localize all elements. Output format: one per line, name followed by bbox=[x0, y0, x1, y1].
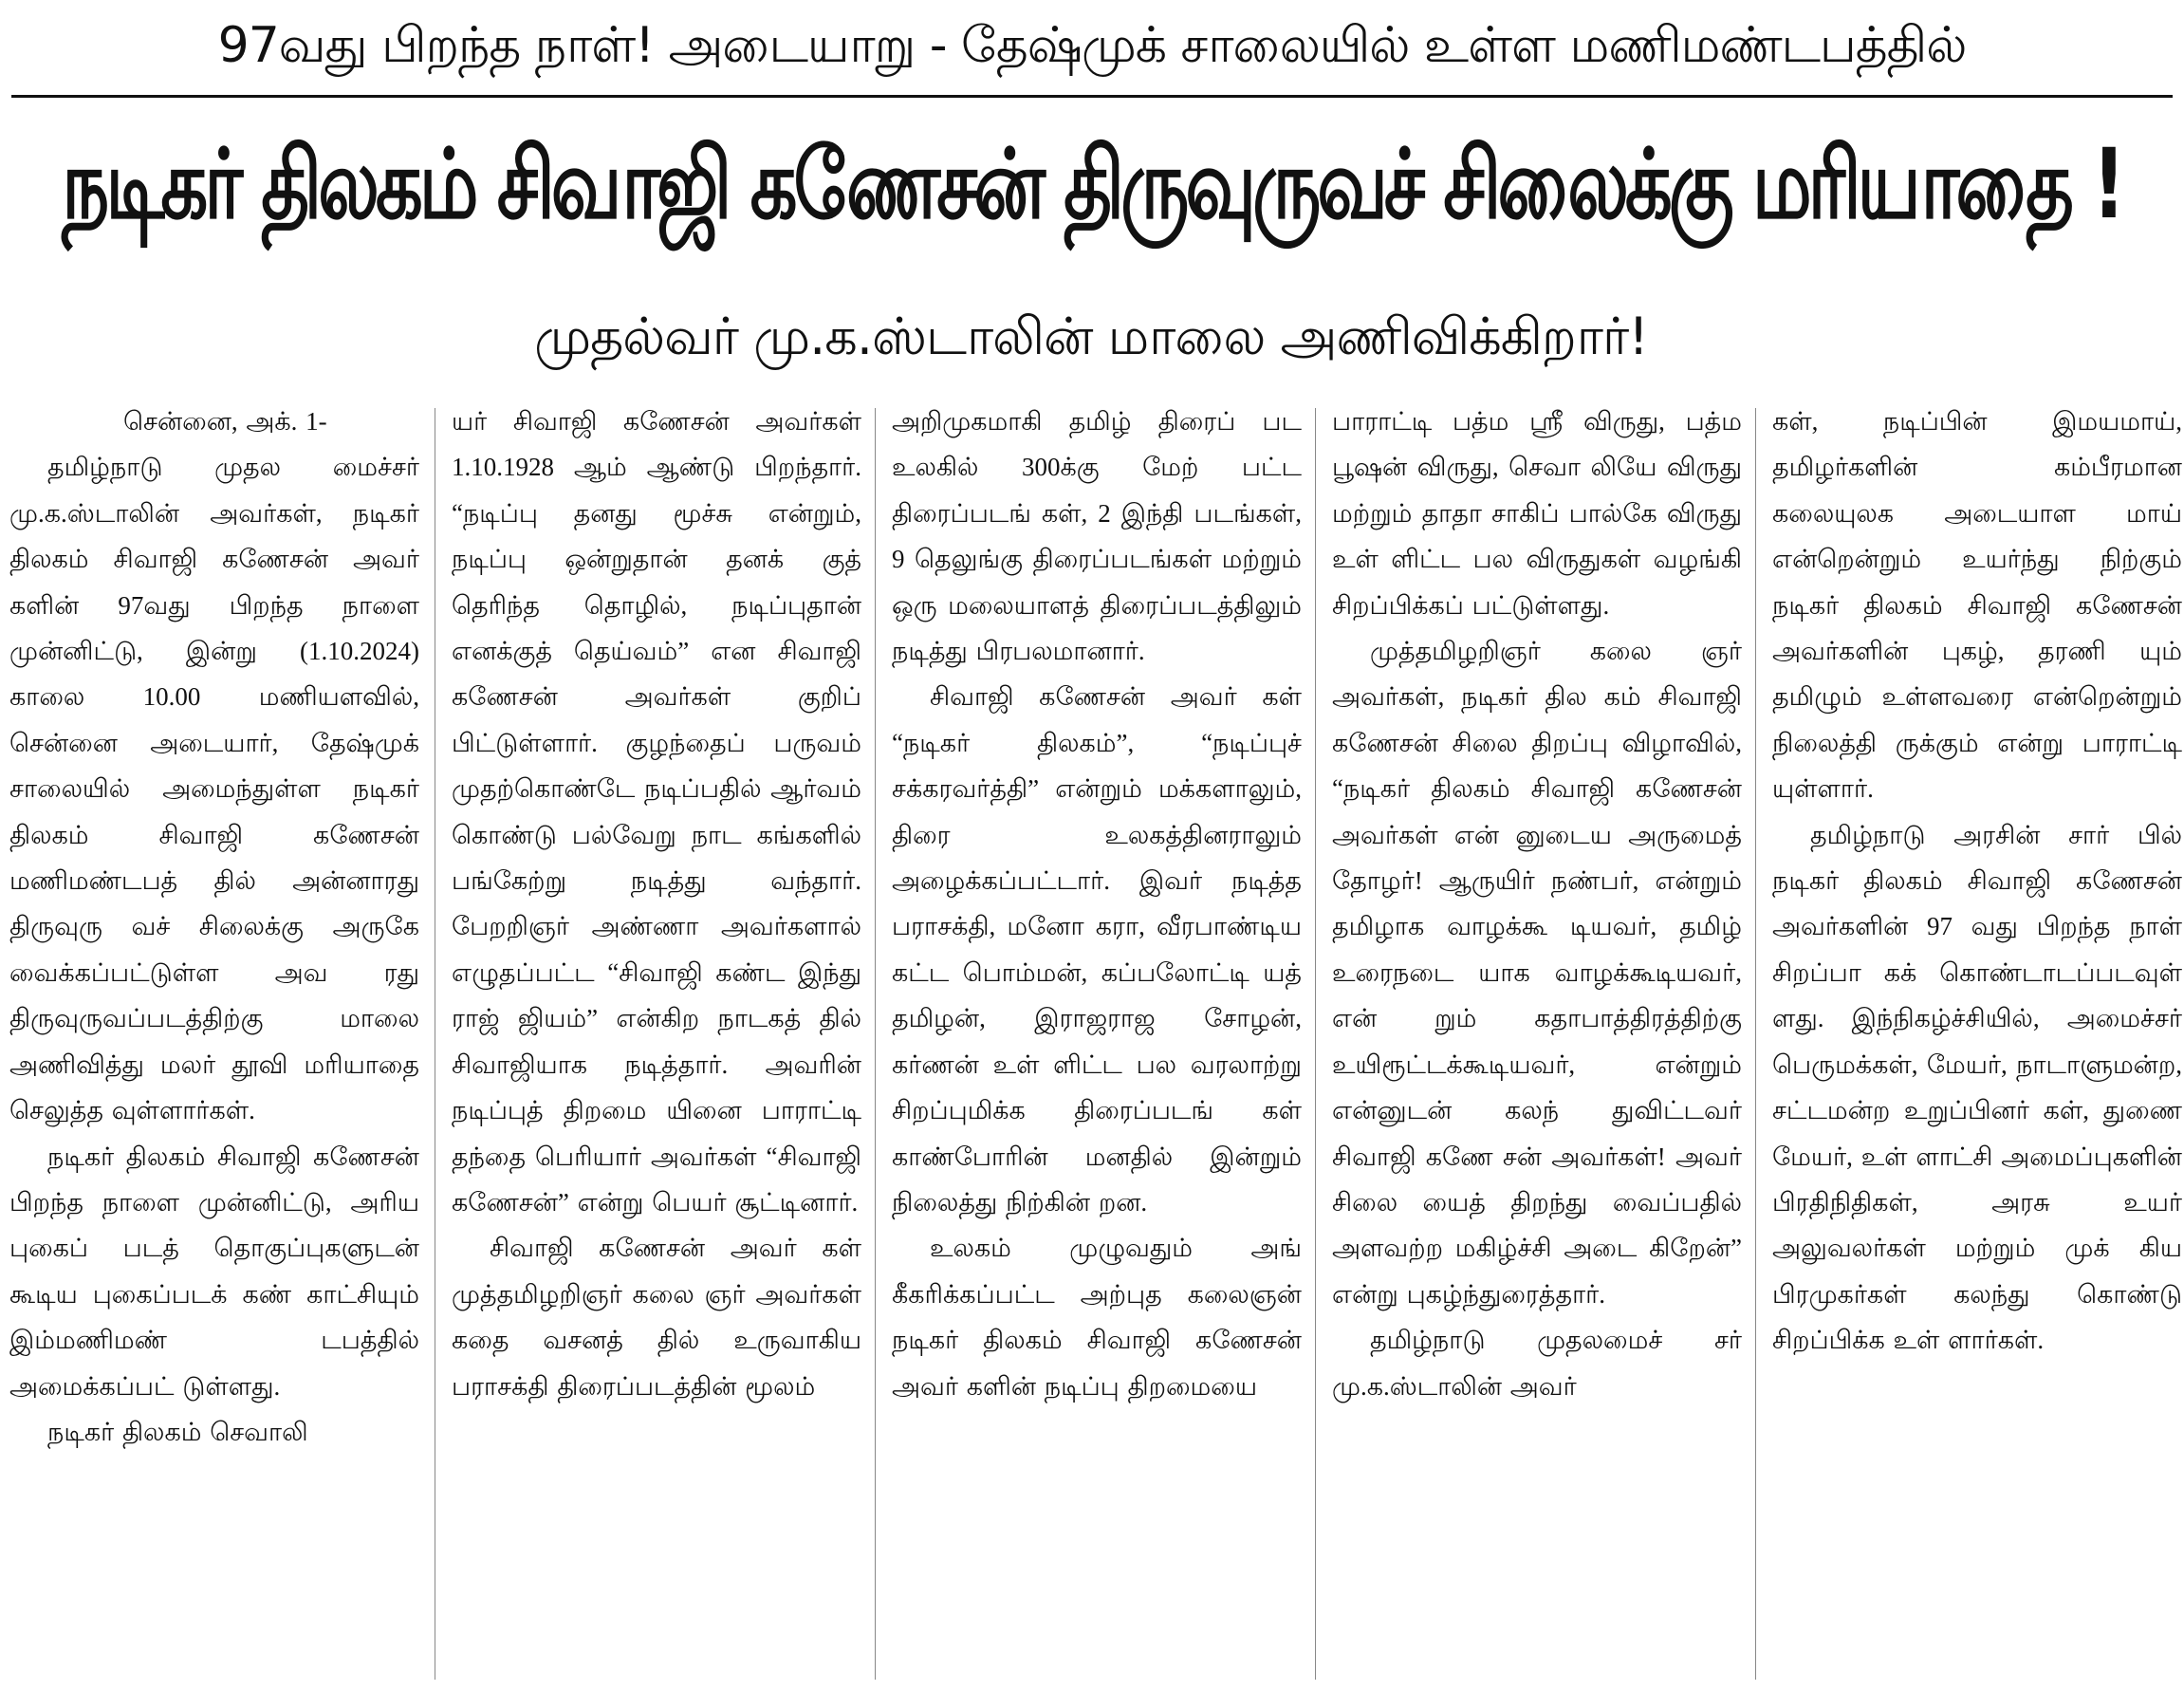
kicker-line: 97வது பிறந்த நாள்! அடையாறு - தேஷ்முக் சாலையில் உள்ள மணிமண்டபத்தில் bbox=[217, 17, 1967, 74]
article-body bbox=[0, 399, 2184, 1689]
subheadline: முதல்வர் மு.க.ஸ்டாலின் மாலை அணிவிக்கிறார்! bbox=[534, 307, 1648, 366]
paragraph: தமிழ்நாடு அரசின் சார் பில் நடிகர் திலகம் சிவாஜி கணேசன் அவர்களின் 97 வது பிறந்த நாள் சிறப்பா கக் கொண்டாடப்படவுள் ளது. இந்நிகழ்ச்சியில், அமைச்சர் பெருமக்கள், மேயர், நாடாளுமன்ற, சட்டமன்ற உறுப்பினர் கள், துணை மேயர், உள் ளாட்சி அமைப்புகளின் பிரதிநிதிகள், அரசு உயர் அலுவலர்கள் மற்றும் முக் கிய பிரமுகர்கள் கலந்து கொண்டு சிறப்பிக்க உள் ளார்கள். bbox=[1772, 820, 2182, 1355]
paragraph: பாராட்டி பத்ம ஸ்ரீ விருது, பத்ம பூஷன் விருது, செவா லியே விருது மற்றும் தாதா சாகிப் பால்கே விருது உள் ளிட்ட பல விருதுகள் வழங்கி சிறப்பிக்கப் பட்டுள்ளது. bbox=[1332, 407, 1742, 620]
paragraph: அறிமுகமாகி தமிழ் திரைப் பட உலகில் 300க்கு மேற் பட்ட திரைப்படங் கள், 2 இந்தி படங்கள், 9 தெலுங்கு திரைப்படங்கள் மற்றும் ஒரு மலையாளத் திரைப்படத்திலும் நடித்து பிரபலமானார். bbox=[892, 407, 1302, 666]
paragraph: யர் சிவாஜி கணேசன் அவர்கள் 1.10.1928 ஆம் ஆண்டு பிறந்தார். “நடிப்பு தனது மூச்சு என்றும், நடிப்பு ஒன்றுதான் தனக் குத் தெரிந்த தொழில், நடிப்புதான் எனக்குத் தெய்வம்” என சிவாஜி கணேசன் அவர்கள் குறிப் பிட்டுள்ளார். குழந்தைப் பருவம் முதற்கொண்டே நடிப்பதில் ஆர்வம் கொண்டு பல்வேறு நாட கங்களில் பங்கேற்று நடித்து வந்தார். பேறறிஞர் அண்ணா அவர்களால் எழுதப்பட்ட “சிவாஜி கண்ட இந்து ராஜ் ஜியம்” என்கிற நாடகத் தில் சிவாஜியாக நடித்தார். அவரின் நடிப்புத் திறமை யினை பாராட்டி தந்தை பெரியார் அவர்கள் “சிவாஜி கணேசன்” என்று பெயர் சூட்டினார். bbox=[452, 407, 861, 1217]
paragraph: கள், நடிப்பின் இமயமாய், தமிழர்களின் கம்பீரமான கலையுலக அடையாள மாய் என்றென்றும் உயர்ந்து நிற்கும் நடிகர் திலகம் சிவாஜி கணேசன் அவர்களின் புகழ், தரணி யும் தமிழும் உள்ளவரை என்றென்றும் நிலைத்தி ருக்கும் என்று பாராட்டி யுள்ளார். bbox=[1772, 407, 2182, 804]
paragraph: நடிகர் திலகம் சிவாஜி கணேசன் பிறந்த நாளை முன்னிட்டு, அரிய புகைப் படத் தொகுப்புகளுடன் கூடிய புகைப்படக் கண் காட்சியும் இம்மணிமண் டபத்தில் அமைக்கப்பட் டுள்ளது. bbox=[9, 1142, 419, 1401]
paragraph: தமிழ்நாடு முதலமைச் சர் மு.க.ஸ்டாலின் அவர் bbox=[1332, 1326, 1742, 1401]
paragraph: முத்தமிழறிஞர் கலை ஞர் அவர்கள், நடிகர் தில கம் சிவாஜி கணேசன் சிலை திறப்பு விழாவில், “நடிகர் திலகம் சிவாஜி கணேசன் அவர்கள் என் னுடைய அருமைத் தோழர்! ஆருயிர் நண்பர், என்றும் தமிழாக வாழக்கூ டியவர், தமிழ் உரைநடை யாக வாழக்கூடியவர், என் றும் கதாபாத்திரத்திற்கு உயிரூட்டக்கூடியவர், என்றும் என்னுடன் கலந் துவிட்டவர் சிவாஜி கணே சன் அவர்கள்! அவர் சிலை யைத் திறந்து வைப்பதில் அளவற்ற மகிழ்ச்சி அடை கிறேன்” என்று புகழ்ந்துரைத்தார். bbox=[1332, 637, 1742, 1309]
column-divider bbox=[1755, 408, 1756, 1680]
article-column-5 bbox=[1772, 399, 2182, 1680]
article-column-3 bbox=[892, 399, 1302, 1680]
paragraph: சிவாஜி கணேசன் அவர் கள் “நடிகர் திலகம்”, “நடிப்புச் சக்கரவர்த்தி” என்றும் மக்களாலும், திரை உலகத்தினராலும் அழைக்கப்பட்டார். இவர் நடித்த பராசக்தி, மனோ கரா, வீரபாண்டிய கட்ட பொம்மன், கப்பலோட்டி யத் தமிழன், இராஜராஜ சோழன், கர்ணன் உள் ளிட்ட பல வரலாற்று சிறப்புமிக்க திரைப்படங் கள் காண்போரின் மனதில் இன்றும் நிலைத்து நிற்கின் றன. bbox=[892, 682, 1302, 1217]
paragraph: உலகம் முழுவதும் அங் கீகரிக்கப்பட்ட அற்புத கலைஞன் நடிகர் திலகம் சிவாஜி கணேசன் அவர் களின் நடிப்பு திறமையை bbox=[892, 1234, 1302, 1401]
dateline: சென்னை, அக். 1- bbox=[123, 407, 327, 436]
article-column-4 bbox=[1332, 399, 1742, 1680]
paragraph: சிவாஜி கணேசன் அவர் கள் முத்தமிழறிஞர் கலை ஞர் அவர்கள் கதை வசனத் தில் உருவாகிய பராசக்தி திரைப்படத்தின் மூலம் bbox=[452, 1234, 861, 1401]
column-divider bbox=[875, 408, 876, 1680]
article-column-1 bbox=[9, 399, 419, 1680]
headline: நடிகர் திலகம் சிவாஜி கணேசன் திருவுருவச் சிலைக்கு மரியாதை ! bbox=[62, 129, 2122, 241]
paragraph: நடிகர் திலகம் செவாலி bbox=[47, 1417, 308, 1446]
paragraph: தமிழ்நாடு முதல மைச்சர் மு.க.ஸ்டாலின் அவர்கள், நடிகர் திலகம் சிவாஜி கணேசன் அவர் களின் 97வது பிறந்த நாளை முன்னிட்டு, இன்று (1.10.2024) காலை 10.00 மணியளவில், சென்னை அடையார், தேஷ்முக் சாலையில் அமைந்துள்ள நடிகர் திலகம் சிவாஜி கணேசன் மணிமண்டபத் தில் அன்னாரது திருவுரு வச் சிலைக்கு அருகே வைக்கப்பட்டுள்ள அவ ரது திருவுருவப்படத்திற்கு மாலை அணிவித்து மலர் தூவி மரியாதை செலுத்த வுள்ளார்கள். bbox=[9, 453, 419, 1125]
column-divider bbox=[1315, 408, 1316, 1680]
article-column-2 bbox=[452, 399, 861, 1680]
